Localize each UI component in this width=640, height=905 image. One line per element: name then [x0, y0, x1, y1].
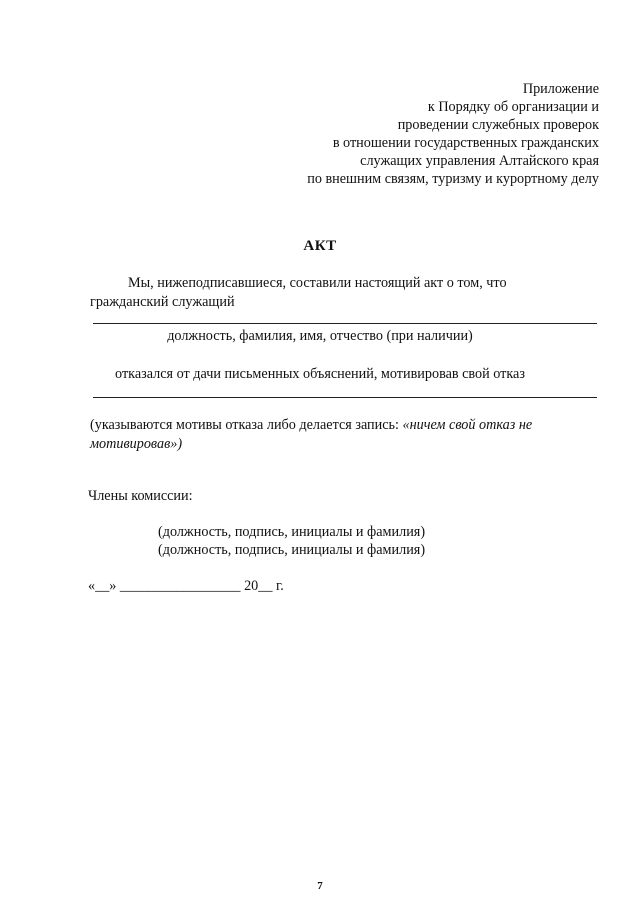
- signature-line: (должность, подпись, инициалы и фамилия): [158, 542, 426, 558]
- reason-blank-line: [93, 397, 597, 398]
- note-prefix: (указываются мотивы отказа либо делается запись:: [90, 417, 403, 433]
- employee-blank-line: [93, 323, 597, 324]
- intro-paragraph: [90, 274, 596, 312]
- appendix-line: служащих управления Алтайского края: [360, 153, 599, 169]
- document-title: АКТ: [303, 238, 337, 254]
- appendix-line: к Порядку об организации и: [427, 99, 599, 115]
- note-italic-1: «ничем свой отказ не: [402, 417, 533, 433]
- appendix-line: в отношении государственных гражданских: [332, 135, 599, 151]
- date-line: «__» _________________ 20__ г.: [88, 578, 284, 594]
- appendix-line: проведении служебных проверок: [397, 117, 599, 133]
- appendix-line: Приложение: [522, 81, 599, 97]
- note-paragraph: [90, 416, 600, 454]
- intro-line-2: гражданский служащий: [90, 294, 235, 310]
- page-number: 7: [317, 880, 323, 892]
- intro-line-1: Мы, нижеподписавшиеся, составили настоящий акт о том, что: [128, 275, 507, 291]
- note-italic-2: мотивировав»): [90, 436, 183, 452]
- members-label: Члены комиссии:: [88, 488, 193, 504]
- employee-caption: должность, фамилия, имя, отчество (при наличии): [167, 328, 473, 344]
- refusal-text: отказался от дачи письменных объяснений, мотивировав свой отказ: [115, 366, 525, 382]
- appendix-line: по внешним связям, туризму и курортному делу: [307, 171, 599, 187]
- signature-line: (должность, подпись, инициалы и фамилия): [158, 524, 426, 540]
- appendix-header: [307, 80, 599, 188]
